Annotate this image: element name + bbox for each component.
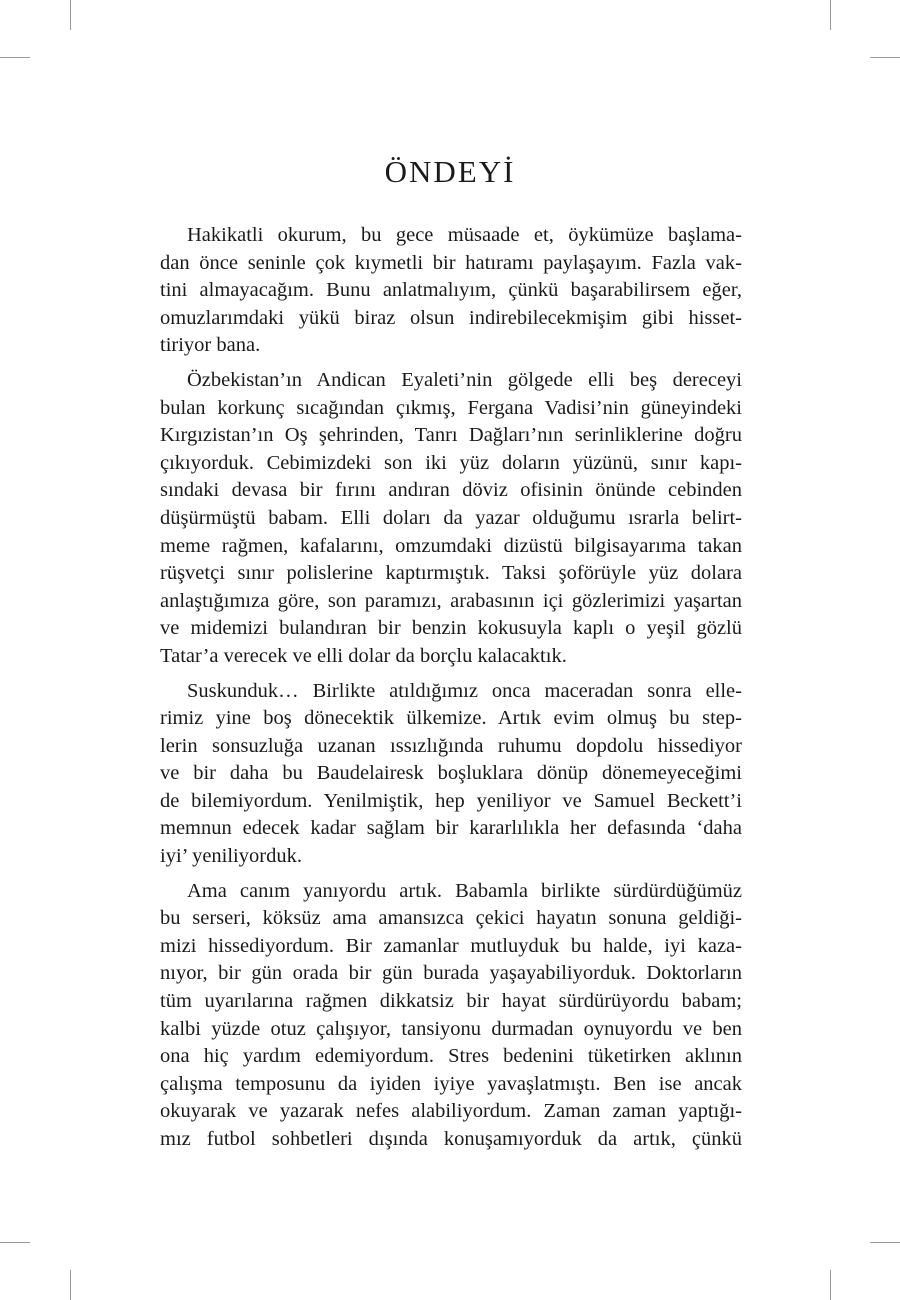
- text-line: dan önce seninle çok kıymetli bir hatıramı paylaşayım. Fazla vak-: [160, 251, 742, 274]
- paragraph: [160, 678, 742, 871]
- text-line: sındaki devasa bir fırını andıran döviz ofisinin önünde cebinden: [160, 479, 742, 502]
- text-line: çıkıyorduk. Cebimizdeki son iki yüz doların yüzünü, sınır kapı-: [160, 451, 742, 474]
- text-line: meme rağmen, kafalarını, omzumdaki dizüstü bilgisayarıma takan: [160, 534, 742, 557]
- text-line: kalbi yüzde otuz çalışıyor, tansiyonu durmadan oynuyordu ve ben: [160, 1017, 742, 1040]
- text-line: Kırgızistan’ın Oş şehrinden, Tanrı Dağları’nın serinliklerine doğru: [160, 424, 742, 447]
- crop-mark-right-bottom: [870, 1242, 900, 1243]
- text-line: Suskunduk… Birlikte atıldığımız onca maceradan sonra elle-: [187, 679, 742, 702]
- text-line: mizi hissediyordum. Bir zamanlar mutluyduk bu halde, iyi kaza-: [160, 934, 742, 957]
- text-line: tüm uyarılarına rağmen dikkatsiz bir hayat sürdürüyordu babam;: [160, 990, 742, 1013]
- text-line: omuzlarımdaki yükü biraz olsun indirebilecekmişim gibi hisset-: [160, 306, 742, 329]
- text-line: düşürmüştü babam. Elli doları da yazar olduğumu ısrarla belirt-: [160, 506, 742, 529]
- crop-mark-top-right: [830, 0, 831, 30]
- text-line: Tatar’a verecek ve elli dolar da borçlu kalacaktık.: [160, 644, 567, 667]
- text-line: tiriyor bana.: [160, 334, 261, 357]
- text-line: nıyor, bir gün orada bir gün burada yaşayabiliyorduk. Doktorların: [160, 962, 742, 985]
- text-line: ve midemizi bulandıran bir benzin kokusuyla kaplı o yeşil gözlü: [160, 617, 742, 640]
- text-line: rüşvetçi sınır polislerine kaptırmıştık. Taksi şoförüyle yüz dolara: [160, 562, 742, 585]
- text-line: okuyarak ve yazarak nefes alabiliyordum. Zaman zaman yaptığı-: [160, 1100, 742, 1123]
- crop-mark-left-bottom: [0, 1242, 30, 1243]
- text-line: çalışma temposunu da iyiden iyiye yavaşlatmıştı. Ben ise ancak: [160, 1072, 742, 1095]
- text-line: ona hiç yardım edemiyordum. Stres bedenini tüketirken aklının: [160, 1045, 742, 1068]
- text-line: memnun edecek kadar sağlam bir kararlılıkla her defasında ‘daha: [160, 817, 742, 840]
- text-line: rimiz yine boş dönecektik ülkemize. Artık evim olmuş bu step-: [160, 707, 742, 730]
- crop-mark-top-left: [70, 0, 71, 30]
- crop-mark-right-top: [870, 57, 900, 58]
- text-line: Hakikatli okurum, bu gece müsaade et, öykümüze başlama-: [187, 224, 742, 246]
- crop-mark-bottom-left: [70, 1270, 71, 1300]
- text-line: tini almayacağım. Bunu anlatmalıyım, çünkü başarabilirsem eğer,: [160, 279, 742, 302]
- body-text: [160, 222, 742, 1161]
- text-line: Ama canım yanıyordu artık. Babamla birlikte sürdürdüğümüz: [187, 879, 742, 902]
- paragraph: [160, 222, 742, 360]
- text-line: de bilemiyordum. Yenilmiştik, hep yeniliyor ve Samuel Beckett’i: [160, 789, 742, 812]
- crop-mark-bottom-right: [830, 1270, 831, 1300]
- crop-mark-left-top: [0, 57, 30, 58]
- text-line: bu serseri, köksüz ama amansızca çekici hayatın sonuna geldiği-: [160, 907, 742, 930]
- text-line: mız futbol sohbetleri dışında konuşamıyorduk da artık, çünkü: [160, 1128, 742, 1150]
- page-title: ÖNDEYİ: [384, 154, 516, 189]
- text-line: anlaştığımıza göre, son paramızı, arabasının içi gözlerimizi yaşartan: [160, 589, 742, 612]
- text-line: ve bir daha bu Baudelairesk boşluklara dönüp dönemeyeceğimi: [160, 762, 742, 785]
- text-line: bulan korkunç sıcağından çıkmış, Fergana Vadisi’nin güneyindeki: [160, 396, 742, 419]
- text-line: iyi’ yeniliyorduk.: [160, 845, 302, 868]
- paragraph: [160, 367, 742, 671]
- text-line: Özbekistan’ın Andican Eyaleti’nin gölgede elli beş dereceyi: [187, 368, 742, 391]
- paragraph: [160, 878, 742, 1154]
- text-line: lerin sonsuzluğa uzanan ıssızlığında ruhumu dopdolu hissediyor: [160, 734, 742, 757]
